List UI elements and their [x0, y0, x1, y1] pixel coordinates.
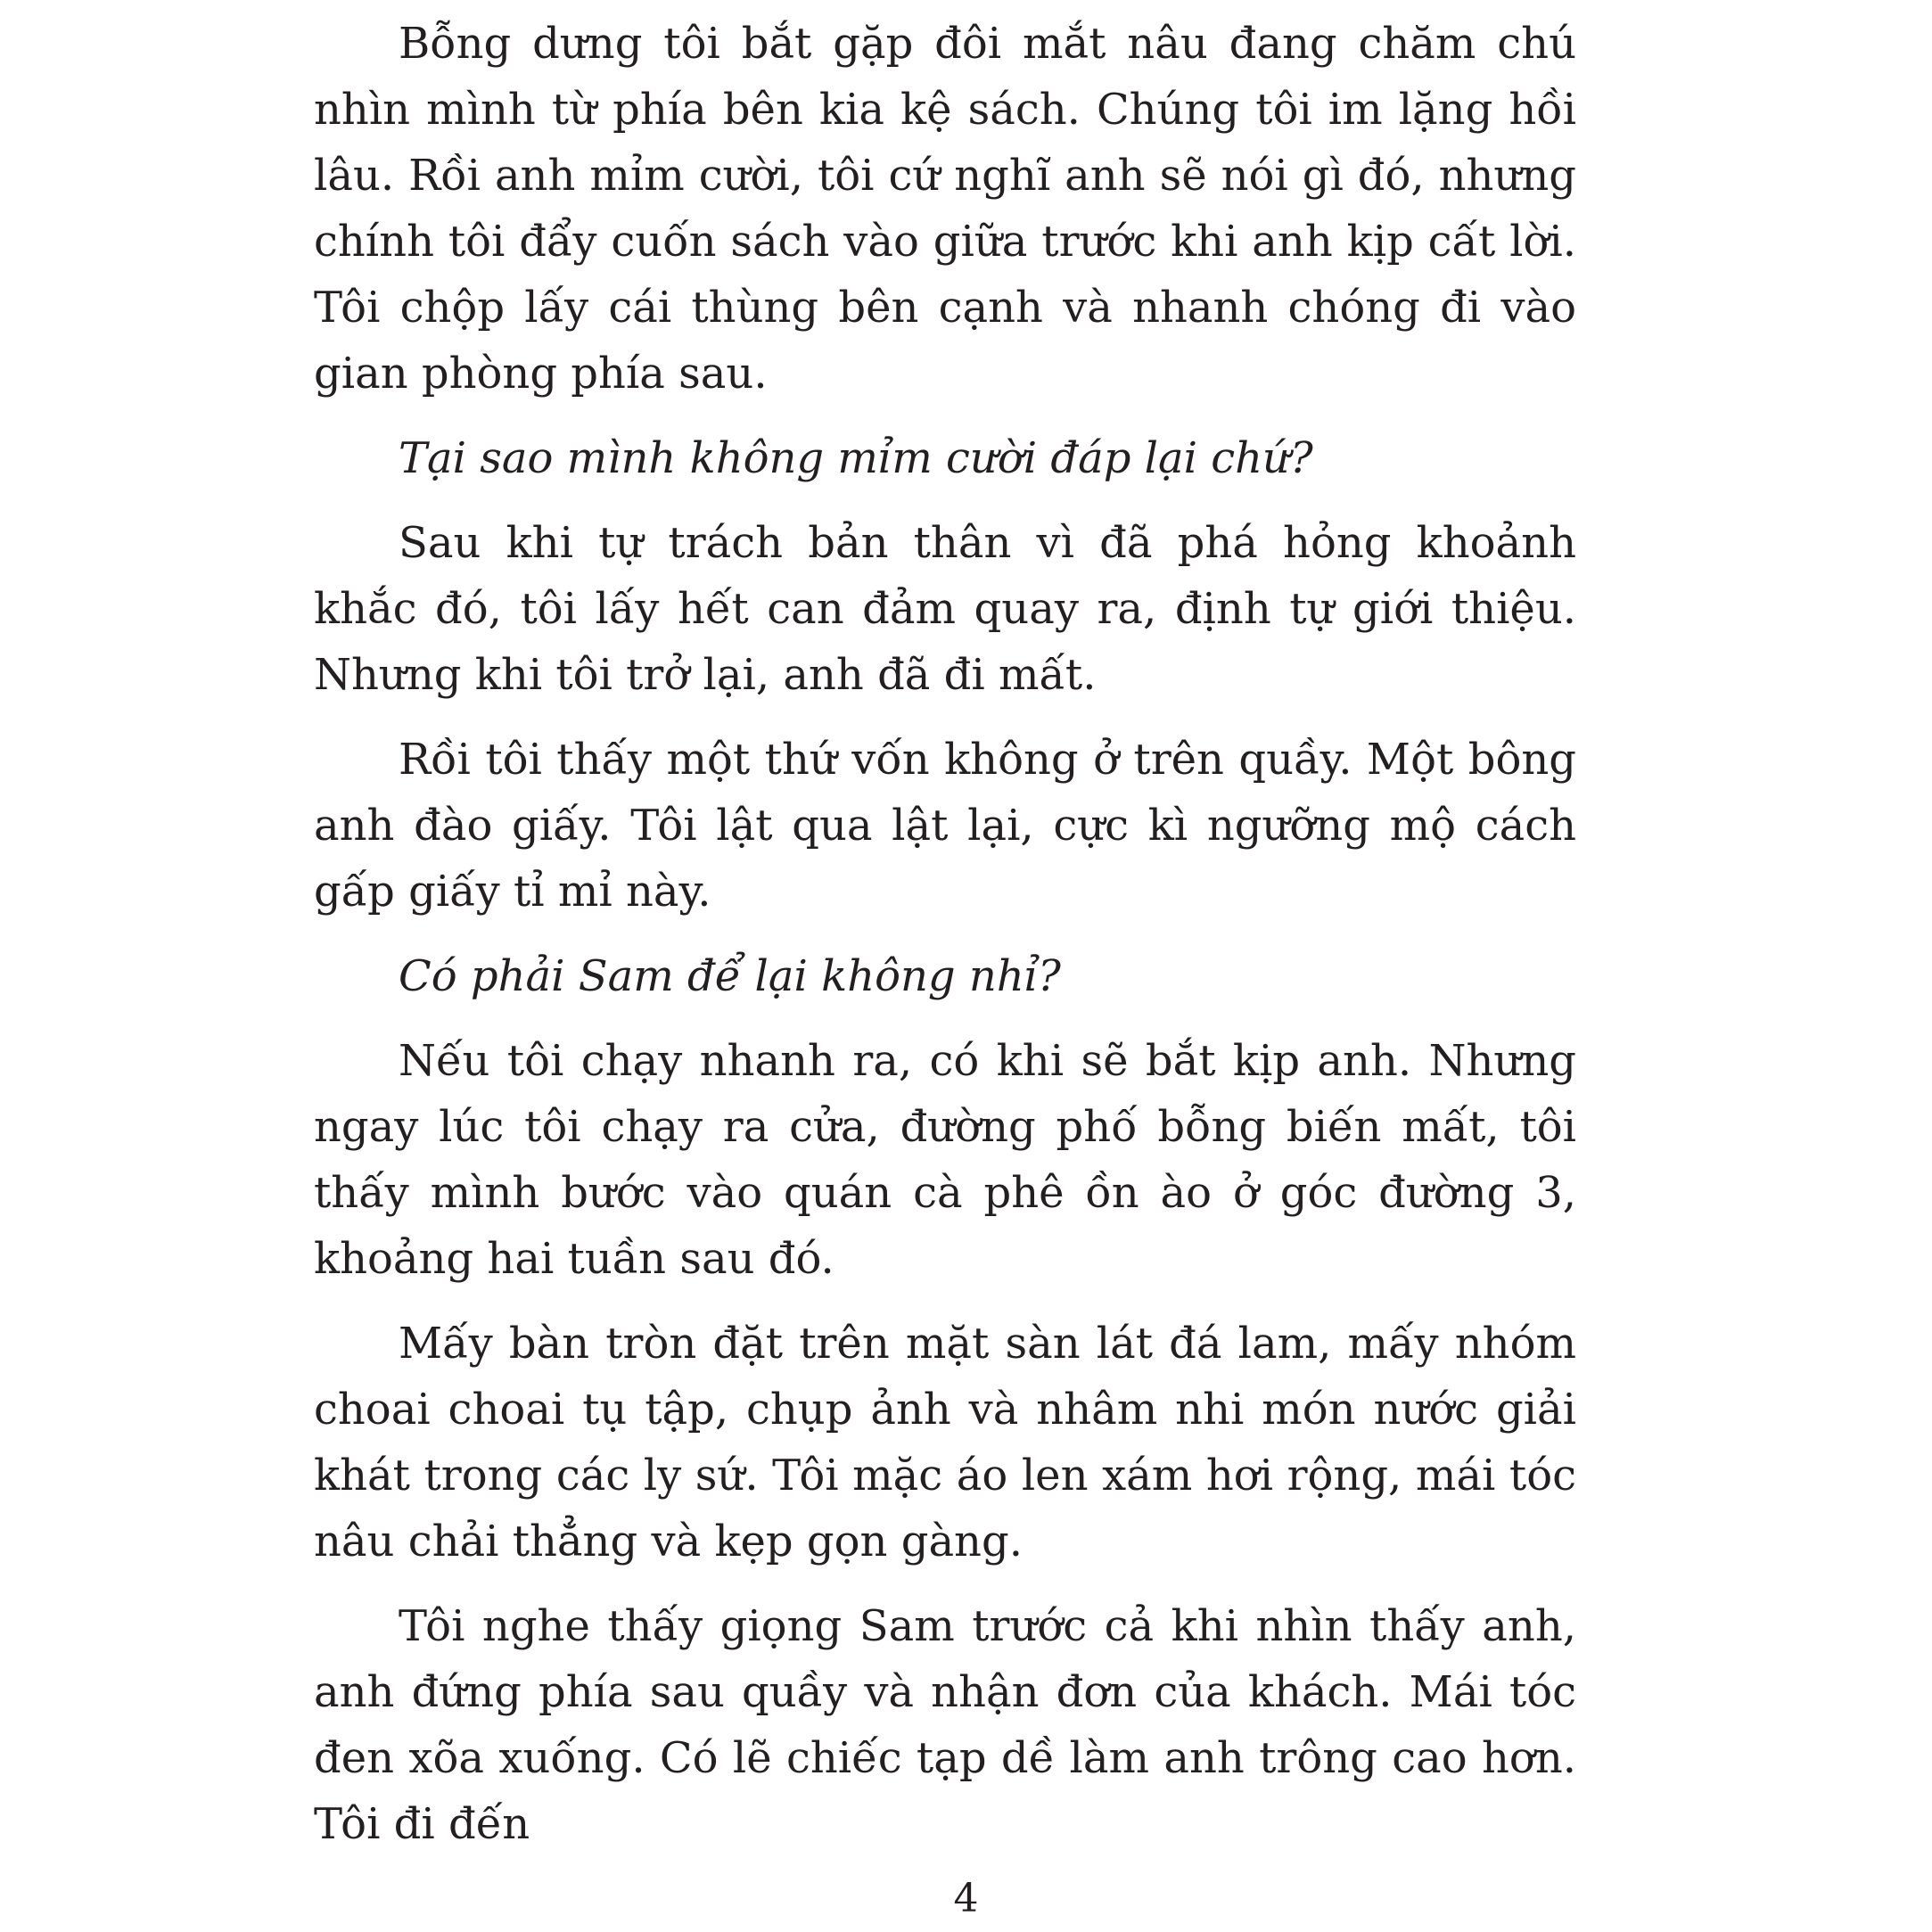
- paragraph-2-thought: Tại sao mình không mỉm cười đáp lại chứ?: [399, 433, 1313, 483]
- paragraph-1: Bỗng dưng tôi bắt gặp đôi mắt nâu đang chăm chú nhìn mình từ phía bên kia kệ sách. Chúng tôi im lặng hồi lâu. Rồi anh mỉm cười, tôi cứ nghĩ anh sẽ nói gì đó, nhưng chính tôi đẩy cuốn sách vào giữa trước khi anh kịp cất lời. Tôi chộp lấy cái thùng bên cạnh và nhanh chóng đi vào gian phòng phía sau.: [314, 19, 1576, 399]
- paragraph-4: Rồi tôi thấy một thứ vốn không ở trên quầy. Một bông anh đào giấy. Tôi lật qua lật lại, cực kì ngưỡng mộ cách gấp giấy tỉ mỉ này.: [314, 735, 1576, 917]
- paragraph-5-thought: Có phải Sam để lại không nhỉ?: [399, 951, 1061, 1001]
- body-text: [314, 11, 1576, 1876]
- paragraph-3: Sau khi tự trách bản thân vì đã phá hỏng khoảnh khắc đó, tôi lấy hết can đảm quay ra, định tự giới thiệu. Nhưng khi tôi trở lại, anh đã đi mất.: [314, 518, 1576, 700]
- paragraph-6: Nếu tôi chạy nhanh ra, có khi sẽ bắt kịp anh. Nhưng ngay lúc tôi chạy ra cửa, đường phố bỗng biến mất, tôi thấy mình bước vào quán cà phê ồn ào ở góc đường 3, khoảng hai tuần sau đó.: [314, 1036, 1576, 1284]
- page-number: 4: [953, 1876, 979, 1921]
- paragraph-8: Tôi nghe thấy giọng Sam trước cả khi nhìn thấy anh, anh đứng phía sau quầy và nhận đơn của khách. Mái tóc đen xõa xuống. Có lẽ chiếc tạp dề làm anh trông cao hơn. Tôi đi đến: [314, 1601, 1576, 1849]
- paragraph-7: Mấy bàn tròn đặt trên mặt sàn lát đá lam, mấy nhóm choai choai tụ tập, chụp ảnh và nhâm nhi món nước giải khát trong các ly sứ. Tôi mặc áo len xám hơi rộng, mái tóc nâu chải thẳng và kẹp gọn gàng.: [314, 1319, 1576, 1566]
